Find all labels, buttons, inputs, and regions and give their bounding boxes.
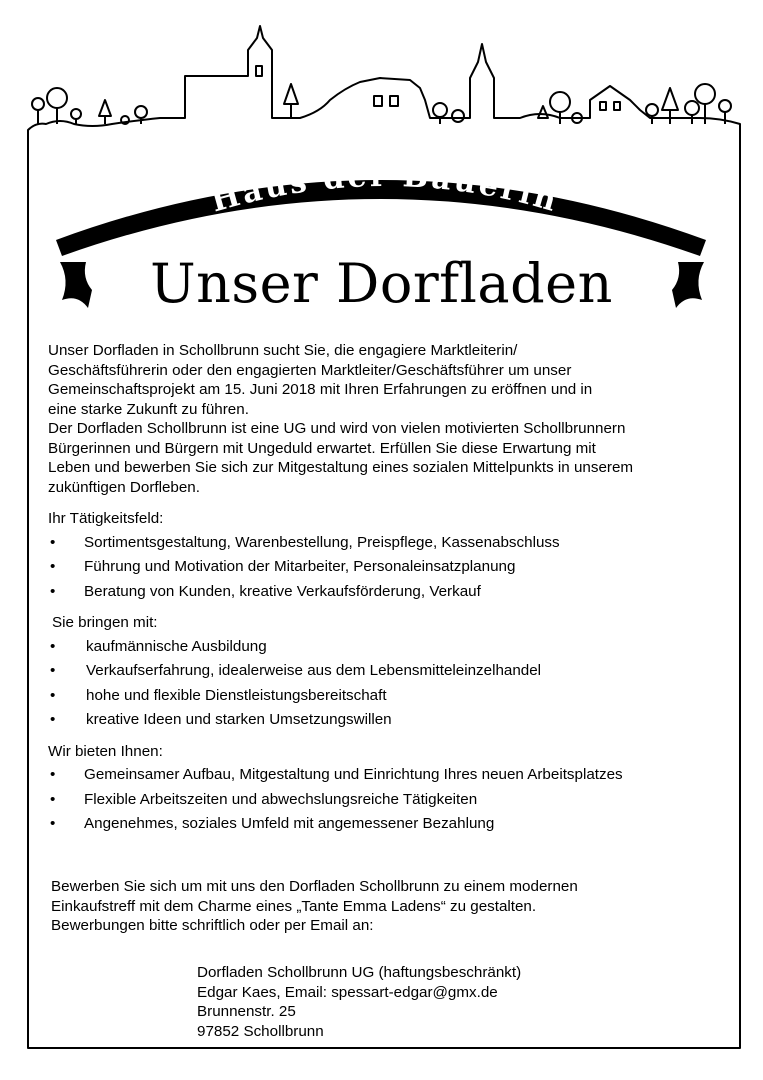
list-item: • Gemeinsamer Aufbau, Mitgestaltung und Einrichtung Ihres neuen Arbeitsplatzes (50, 766, 623, 783)
bullet-icon: • (50, 582, 56, 600)
list-item: • Sortimentsgestaltung, Warenbestellung, Preispflege, Kassenabschluss (50, 533, 560, 551)
contact-email-line: Edgar Kaes, Email: spessart-edgar@gmx.de (197, 983, 498, 1001)
intro-line: eine starke Zukunft zu führen. (48, 400, 249, 418)
closing-line: Einkaufstreff mit dem Charme eines „Tante Emma Ladens“ zu gestalten. (51, 897, 537, 915)
requirements-list (48, 637, 728, 730)
company-name: Dorfladen Schollbrunn UG (haftungsbeschränkt) (197, 964, 522, 981)
closing-line: Bewerbungen bitte schriftlich oder per Email an: (51, 917, 374, 934)
intro-line: Gemeinschaftsprojekt am 15. Juni 2018 mit Ihren Erfahrungen zu eröffnen und in (48, 381, 593, 398)
intro-line: Geschäftsführerin oder den engagierten Marktleiter/Geschäftsführer um unser (48, 361, 572, 379)
bullet-icon: • (50, 790, 56, 808)
section-heading-requirements: Sie bringen mit: (52, 614, 158, 631)
list-item: • Angenehmes, soziales Umfeld mit angemessener Bezahlung (50, 815, 495, 832)
intro-line: Unser Dorfladen in Schollbrunn sucht Sie, die engagiere Marktleiterin/ (48, 342, 518, 359)
section-heading-offers: Wir bieten Ihnen: (48, 742, 163, 760)
list-item: • Verkaufserfahrung, idealerweise aus dem Lebensmitteleinzelhandel (50, 662, 542, 679)
bullet-icon: • (50, 533, 56, 551)
intro-line: Bürgerinnen und Bürgern mit Ungeduld erwartet. Erfüllen Sie diese Erwartung mit (48, 439, 596, 457)
list-item: • Beratung von Kunden, kreative Verkaufsförderung, Verkauf (50, 582, 481, 600)
list-item: • hohe und flexible Dienstleistungsbereitschaft (50, 686, 387, 704)
closing-paragraph (51, 877, 731, 936)
list-item: • Flexible Arbeitszeiten und abwechslungsreiche Tätigkeiten (50, 790, 478, 808)
street-address: Brunnenstr. 25 (197, 1003, 296, 1020)
intro-line: Leben und bewerben Sie sich zur Mitgestaltung eines sozialen Mittelpunkts in unserem (48, 459, 634, 476)
contact-address (197, 963, 521, 1041)
intro-line: zukünftigen Dorfleben. (48, 478, 200, 496)
list-item: • Führung und Motivation der Mitarbeiter, Personaleinsatzplanung (50, 558, 516, 575)
bullet-icon: • (50, 815, 56, 832)
main-content (48, 341, 728, 839)
intro-paragraph (48, 341, 728, 497)
closing-line: Bewerben Sie sich um mit uns den Dorfladen Schollbrunn zu einem modernen (51, 878, 578, 895)
bullet-icon: • (50, 662, 56, 679)
activities-list (48, 533, 728, 602)
offers-list (48, 765, 728, 834)
bullet-icon: • (50, 766, 56, 783)
bullet-icon: • (50, 637, 56, 655)
section-heading-activities: Ihr Tätigkeitsfeld: (48, 510, 164, 527)
svg-text:Haus der Bäuerin: Haus der Bäuerin (207, 158, 563, 220)
list-item: • kreative Ideen und starken Umsetzungswillen (50, 711, 392, 728)
postal-city: 97852 Schollbrunn (197, 1022, 324, 1040)
page-title: Unser Dorfladen (150, 252, 613, 315)
bullet-icon: • (50, 558, 56, 575)
banner-title (180, 158, 590, 228)
intro-line: Der Dorfladen Schollbrunn ist eine UG und wird von vielen motivierten Schollbrunnern (48, 420, 626, 437)
bullet-icon: • (50, 711, 56, 728)
bullet-icon: • (50, 686, 56, 704)
list-item: • kaufmännische Ausbildung (50, 637, 267, 655)
